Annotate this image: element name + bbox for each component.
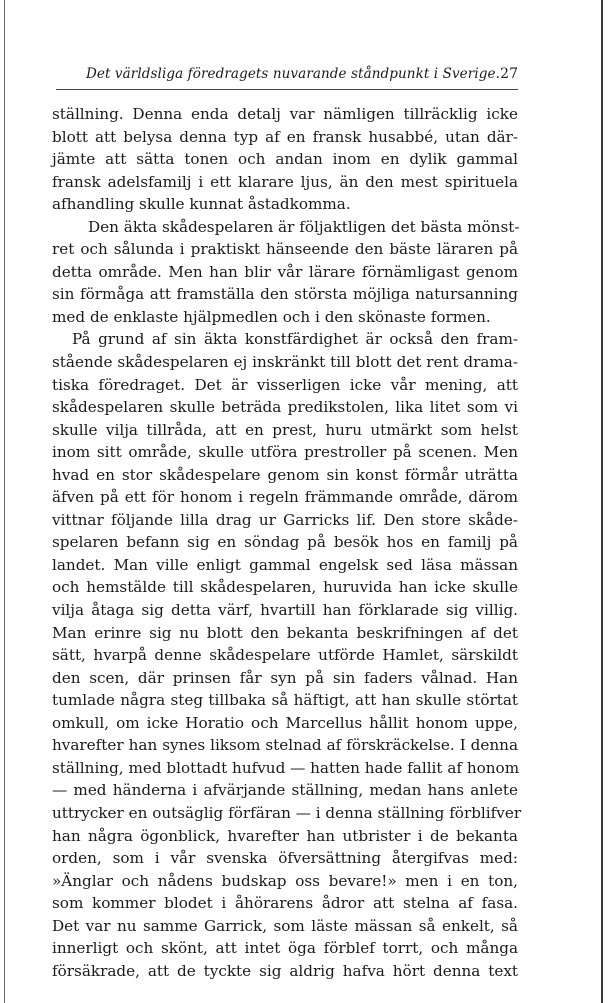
text-line: med de enklaste hjälpmedlen och i den skönaste formen. <box>52 307 491 326</box>
text-line: hvad en stor skådespelare genom sin konst förmår uträtta <box>52 465 518 484</box>
text-line: detta område. Men han blir vår lärare förnämligast genom <box>52 262 518 281</box>
text-line: den scen, där prinsen får syn på sin faders vålnad. Han <box>52 668 518 687</box>
text-line: ret och sålunda i praktiskt hänseende den bäste läraren på <box>52 240 518 259</box>
text-line: Den äkta skådespelaren är följaktligen det bästa mönst- <box>88 217 520 236</box>
header-rule <box>56 89 518 90</box>
text-line: Det var nu samme Garrick, som läste mässan så enkelt, så <box>52 916 518 935</box>
text-line: inom sitt område, skulle utföra prestroller på scenen. Men <box>52 443 518 462</box>
text-line: På grund af sin äkta konstfärdighet är också den fram- <box>72 330 518 349</box>
text-line: vittnar följande lilla drag ur Garricks lif. Den store skåde- <box>52 510 518 529</box>
text-line: landet. Man ville enligt gammal engelsk sed läsa mässan <box>52 555 518 574</box>
text-line: tumlade några steg tillbaka så häftigt, att han skulle störtat <box>52 691 518 710</box>
text-line: stående skådespelaren ej inskränkt till blott det rent drama- <box>52 353 518 372</box>
text-line: ställning, med blottadt hufvud — hatten hade fallit af honom <box>52 758 520 777</box>
text-line: försäkrade, att de tyckte sig aldrig hafva hört denna text <box>52 961 518 980</box>
text-line: tiska föredraget. Det är visserligen icke vår mening, att <box>52 375 518 394</box>
text-line: afhandling skulle kunnat åstadkomma. <box>52 195 351 214</box>
text-line: omkull, om icke Horatio och Marcellus hållit honom uppe, <box>52 713 518 732</box>
text-line: äfven på ett för honom i regeln främmande område, därom <box>52 488 518 507</box>
body-text <box>52 103 522 982</box>
text-line: skådespelaren skulle beträda predikstolen, lika litet som vi <box>52 398 518 417</box>
page-right-edge <box>601 0 603 1003</box>
text-line: sätt, hvarpå denne skådespelare utförde Hamlet, särskildt <box>52 646 518 665</box>
running-head <box>56 66 518 86</box>
text-line: innerligt och skönt, att intet öga förblef torrt, och många <box>52 939 518 958</box>
text-line: ställning. Denna enda detalj var nämligen tillräcklig icke <box>52 105 518 123</box>
text-line: hvarefter han synes liksom stelnad af förskräckelse. I denna <box>52 736 518 755</box>
text-line: han några ögonblick, hvarefter han utbrister i de bekanta <box>52 826 518 845</box>
text-line: — med händerna i afvärjande ställning, medan hans anlete <box>52 781 518 800</box>
text-line: som kommer blodet i åhörarens ådror att stelna af fasa. <box>52 894 518 913</box>
text-line: skulle vilja tillråda, att en prest, huru utmärkt som helst <box>52 420 518 439</box>
text-line: spelaren befann sig en söndag på besök hos en familj på <box>52 533 518 552</box>
text-line: uttrycker en outsäglig förfäran — i denna ställning förblifver <box>52 803 522 822</box>
text-line: fransk adelsfamilj i ett klarare ljus, än den mest spirituela <box>52 172 518 191</box>
text-line: blott att belysa denna typ af en fransk husabbé, utan där- <box>52 127 518 146</box>
text-line: »Änglar och nådens budskap oss bevare!» men i en ton, <box>52 871 518 890</box>
text-line: och hemstälde till skådespelaren, huruvida han icke skulle <box>52 578 518 597</box>
text-line: vilja åtaga sig detta värf, hvartill han förklarade sig villig. <box>52 601 518 620</box>
page-left-edge <box>4 0 5 1003</box>
text-line: jämte att sätta tonen och andan inom en dylik gammal <box>52 150 518 169</box>
text-line: Man erinre sig nu blott den bekanta beskrifningen af det <box>52 623 518 642</box>
text-line: sin förmåga att framställa den största möjliga natursanning <box>52 285 518 304</box>
page-number: 27 <box>500 66 518 82</box>
text-line: orden, som i vår svenska öfversättning återgifvas med: <box>52 849 518 868</box>
running-title: Det världsliga föredragets nuvarande ståndpunkt i Sverige. <box>86 66 500 82</box>
